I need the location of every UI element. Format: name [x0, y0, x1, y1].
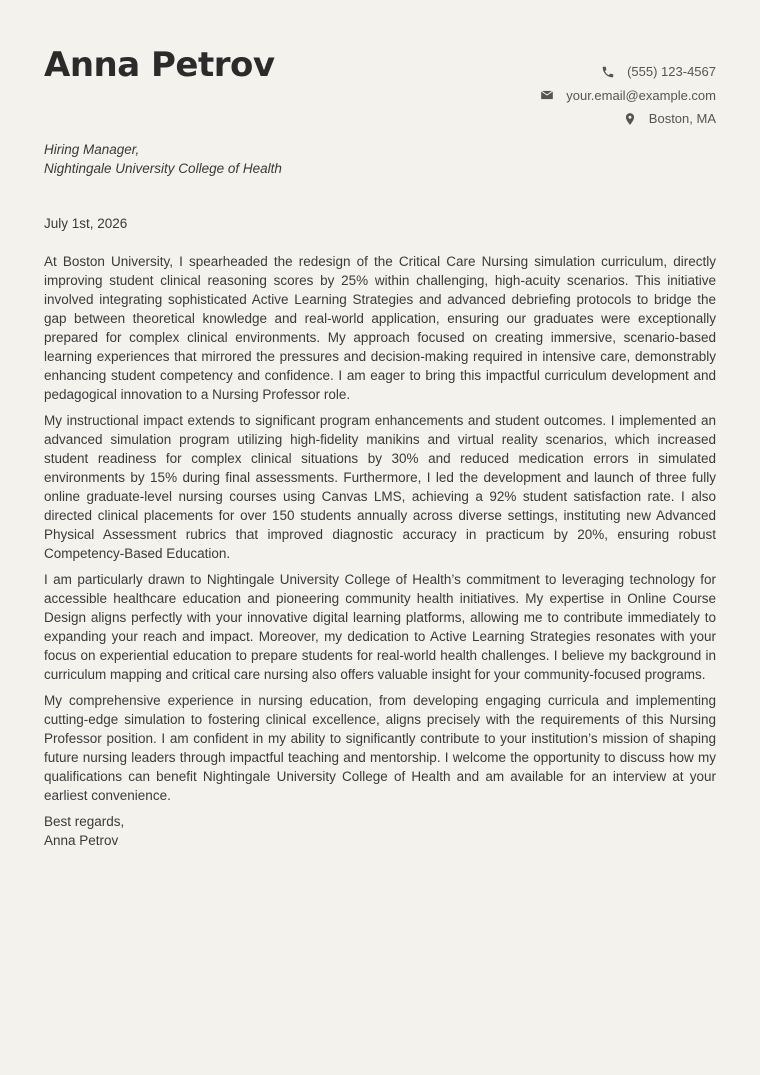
envelope-icon [540, 88, 554, 102]
recipient-block [44, 140, 716, 178]
body-paragraph: My comprehensive experience in nursing education, from developing engaging curricula and implementing cutting-edge simulation to fostering clinical excellence, aligns precisely with the requirements of this Nursing Professor position. I am confident in my ability to significantly contribute to your institution’s mission of shaping future nursing leaders through impactful teaching and mentorship. I welcome the opportunity to discuss how my qualifications can benefit Nightingale University College of Health and am available for an interview at your earliest convenience. [44, 693, 716, 803]
phone-number: (555) 123-4567 [627, 64, 716, 80]
email-address: your.email@example.com [566, 87, 716, 103]
body-paragraph: My instructional impact extends to significant program enhancements and student outcomes. I implemented an advanced simulation program utilizing high-fidelity manikins and virtual reality scenarios, which increased student readiness for complex clinical situations by 30% and reduced medication errors in simulated environments by 15% during final assessments. Furthermore, I led the development and launch of three fully online graduate-level nursing courses using Canvas LMS, achieving a 92% student satisfaction rate. I also directed clinical placements for over 150 students annually across diverse settings, instituting new Advanced Physical Assessment rubrics that improved diagnostic accuracy in practicum by 20%, ensuring robust Competency-Based Education. [44, 413, 716, 561]
contact-phone [540, 60, 716, 84]
signoff-block [44, 812, 716, 850]
body-paragraph: I am particularly drawn to Nightingale University College of Health’s commitment to leveraging technology for accessible healthcare education and pioneering community health initiatives. My expertise in Online Course Design aligns perfectly with your innovative digital learning platforms, allowing me to contribute immediately to expanding your reach and impact. Moreover, my dedication to Active Learning Strategies resonates with your focus on experiential education to prepare students for real-world health challenges. I believe my background in curriculum mapping and critical care nursing also offers valuable insight for your community-focused programs. [44, 572, 716, 682]
phone-icon [601, 65, 615, 79]
signature-name: Anna Petrov [44, 833, 119, 848]
letter-date: July 1st, 2026 [44, 216, 128, 231]
recipient-organization: Nightingale University College of Health [44, 161, 282, 176]
letter-body [44, 252, 716, 805]
contact-email [540, 84, 716, 108]
location-text: Boston, MA [648, 111, 716, 127]
body-paragraph: At Boston University, I spearheaded the redesign of the Critical Care Nursing simulation curriculum, directly improving student clinical reasoning scores by 25% within challenging, high-acuity scenarios. This initiative involved integrating sophisticated Active Learning Strategies and advanced debriefing protocols to bridge the gap between theoretical knowledge and real-world application, ensuring our graduates were exceptionally prepared for complex clinical environments. My approach focused on creating immersive, scenario-based learning experiences that mirrored the pressures and decision-making required in intensive care, demonstrably enhancing student competency and confidence. I am eager to bring this impactful curriculum development and pedagogical innovation to a Nursing Professor role. [44, 254, 716, 402]
closing-text: Best regards, [44, 814, 125, 829]
letter-header [44, 0, 716, 140]
applicant-name: Anna Petrov [44, 45, 275, 85]
map-pin-icon [623, 112, 637, 126]
recipient-title: Hiring Manager, [44, 142, 140, 157]
contact-block [540, 60, 716, 131]
contact-location [540, 107, 716, 131]
